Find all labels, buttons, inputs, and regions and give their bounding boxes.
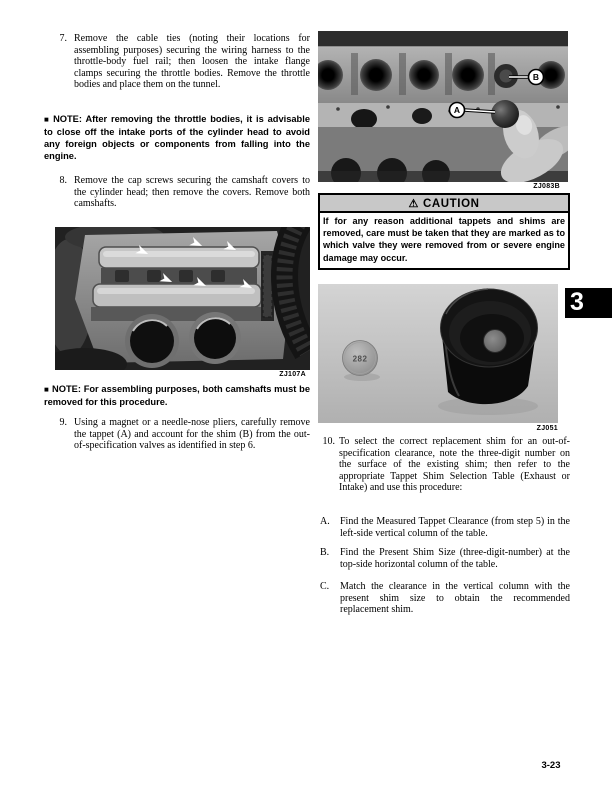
step-8-text: Remove the cap screws securing the camshaft covers to the cylinder head; then remove the covers. Remove both camshafts. — [74, 175, 310, 210]
substep-a-letter: A. — [320, 516, 330, 527]
photo-label-zj107a: ZJ107A — [279, 371, 306, 378]
chapter-number: 3 — [570, 288, 584, 316]
note-camshafts-removed-text: NOTE: For assembling purposes, both camshafts must be removed for this procedure. — [44, 384, 310, 407]
photo-shim-tappet — [318, 284, 558, 423]
step-7 — [44, 33, 310, 91]
photo-label-zj083b: ZJ083B — [533, 183, 560, 190]
note-throttle-bodies — [44, 113, 310, 162]
substep-c-letter: C. — [320, 581, 330, 592]
step-8-number: 8. — [59, 175, 67, 186]
note-square-bullet-icon: ■ — [44, 115, 51, 124]
substep-b — [320, 547, 570, 570]
caution-title — [320, 195, 568, 213]
chapter-tab — [565, 288, 612, 318]
shim-number: 282 — [352, 354, 368, 364]
photo-cylinder-head — [318, 31, 568, 182]
photo-camshafts-engine — [55, 227, 310, 370]
substep-a-text: Find the Measured Tappet Clearance (from step 5) in the left-side vertical column of the table. — [340, 516, 570, 539]
substep-b-text: Find the Present Shim Size (three-digit-number) at the top-side horizontal column of the table. — [340, 547, 570, 570]
step-10 — [318, 436, 570, 494]
step-7-number: 7. — [59, 33, 67, 44]
step-9-text: Using a magnet or a needle-nose pliers, carefully remove the tappet (A) and account for the shim (B) from the out-of-specification valves as identified in step 6. — [74, 417, 310, 452]
photo-label-zj051: ZJ051 — [536, 425, 558, 432]
substep-c — [320, 581, 570, 616]
caution-text: If for any reason additional tappets and shims are removed, care must be taken that they are marked as to which valve they were removed from or severe engine damage may occur. — [323, 216, 565, 263]
note-camshafts-removed — [44, 383, 310, 408]
step-8 — [44, 175, 310, 210]
substep-c-text: Match the clearance in the vertical column with the present shim size to obtain the recommended replacement shim. — [340, 581, 570, 616]
callout-a-letter: A — [453, 105, 461, 116]
warning-triangle-icon: ⚠ — [408, 198, 419, 210]
substep-a — [320, 516, 570, 539]
step-10-number: 10. — [322, 436, 335, 447]
page-number: 3-23 — [541, 760, 561, 771]
shim-tappet-image — [318, 284, 558, 423]
step-7-text: Remove the cable ties (noting their locations for assembling purposes) securing the wiring harness to the throttle-body fuel rail; then loosen the intake flange clamps securing the throttle bodies. Remove the throttle bodies and place them on the tunnel. — [74, 33, 310, 91]
substep-b-letter: B. — [320, 547, 330, 558]
step-10-text: To select the correct replacement shim for an out-of-specification clearance, note the three-digit number on the surface of the existing shim; then refer to the appropriate Tappet Shim Selection Table (Exhaust or Intake) and use this procedure: — [339, 436, 570, 494]
note-throttle-bodies-text: NOTE: After removing the throttle bodies, it is advisable to close off the intake ports of the cylinder head to avoid any foreign objects or components from falling into the engine. — [44, 114, 310, 161]
camshafts-engine-image — [55, 227, 310, 370]
caution-box — [318, 193, 570, 270]
step-9-number: 9. — [59, 417, 67, 428]
cylinder-head-image — [318, 31, 568, 182]
caution-title-text: CAUTION — [422, 198, 480, 210]
note-square-bullet-icon: ■ — [44, 385, 50, 394]
callout-b-letter: B — [532, 72, 540, 83]
step-9 — [44, 417, 310, 452]
